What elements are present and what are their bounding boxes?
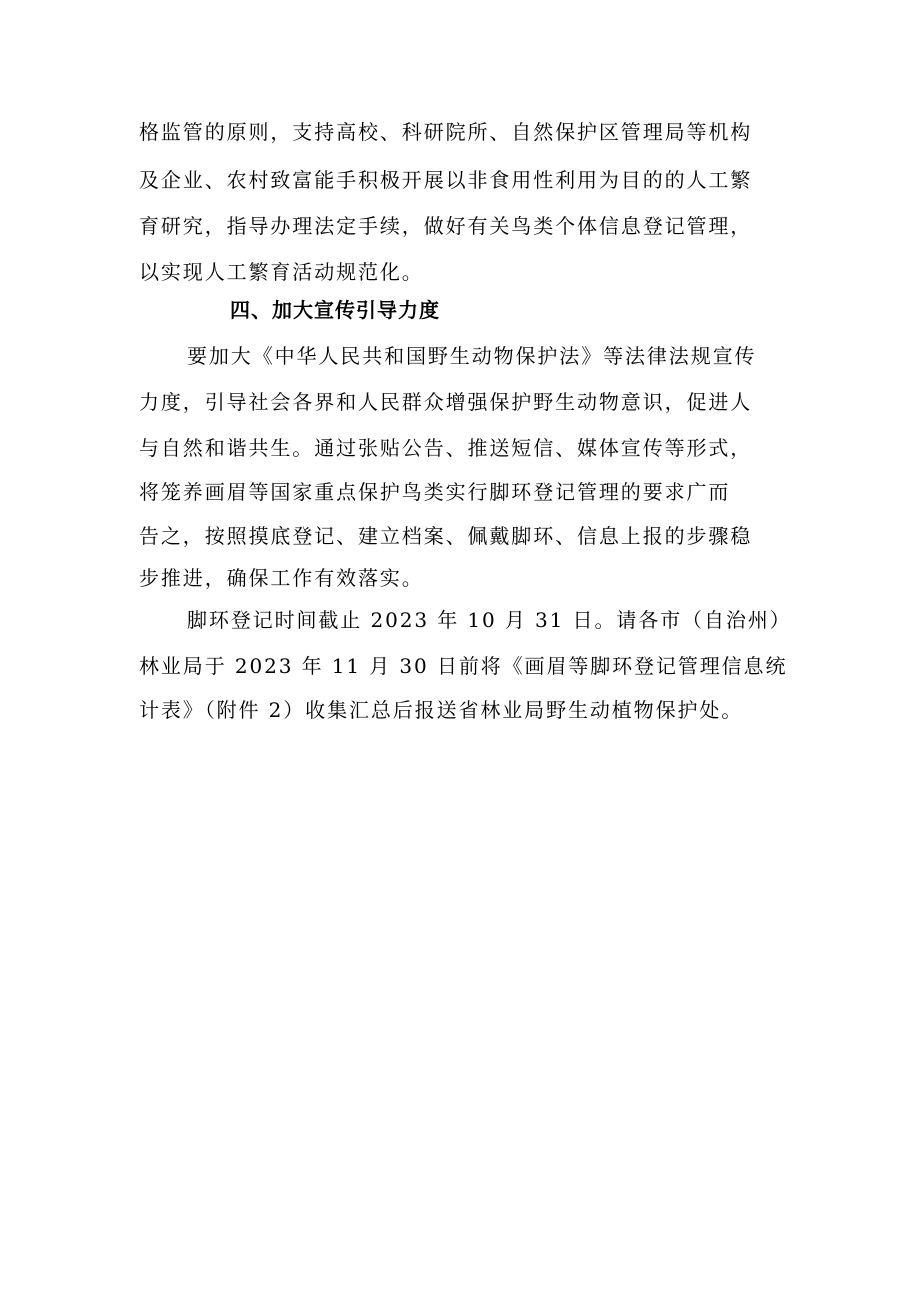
paragraph-2-line-4: 将笼养画眉等国家重点保护鸟类实行脚环登记管理的要求广而 (139, 480, 731, 504)
paragraph-1-line-4: 以实现人工繁育活动规范化。 (139, 260, 424, 284)
paragraph-3-line-1: 脚环登记时间截止 2023 年 10 月 31 日。请各市（自治州） (187, 608, 792, 632)
paragraph-3-line-2: 林业局于 2023 年 11 月 30 日前将《画眉等脚环登记管理信息统 (139, 654, 788, 678)
paragraph-2-line-3: 与自然和谐共生。通过张贴公告、推送短信、媒体宣传等形式， (139, 436, 753, 460)
paragraph-2-line-6: 步推进，确保工作有效落实。 (139, 566, 424, 590)
paragraph-1-line-2: 及企业、农村致富能手积极开展以非食用性利用为目的的人工繁 (139, 168, 753, 192)
paragraph-2-line-2: 力度，引导社会各界和人民群众增强保护野生动物意识，促进人 (139, 390, 753, 414)
paragraph-1-line-1: 格监管的原则，支持高校、科研院所、自然保护区管理局等机构 (139, 120, 753, 144)
paragraph-2-line-5: 告之，按照摸底登记、建立档案、佩戴脚环、信息上报的步骤稳 (139, 524, 753, 548)
paragraph-3-line-3: 计表》（附件 2）收集汇总后报送省林业局野生动植物保护处。 (139, 698, 744, 722)
paragraph-1-line-3: 育研究，指导办理法定手续，做好有关鸟类个体信息登记管理， (139, 214, 753, 238)
paragraph-2-line-1: 要加大《中华人民共和国野生动物保护法》等法律法规宣传 (187, 344, 757, 368)
section-heading-4: 四、加大宣传引导力度 (230, 298, 440, 322)
